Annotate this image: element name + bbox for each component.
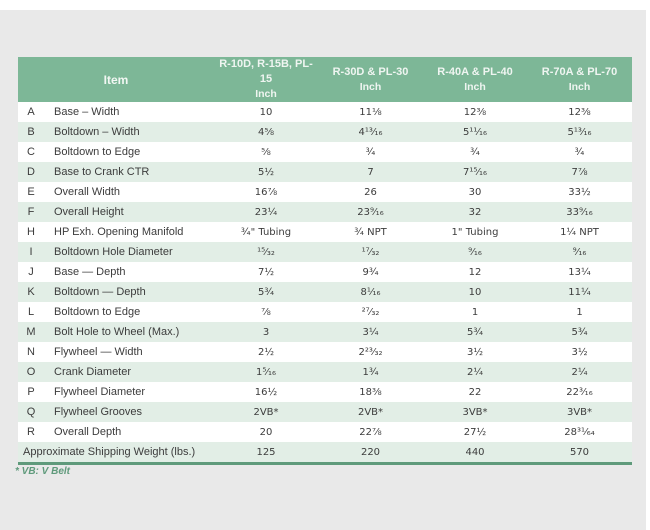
value-cell: ¾ [365,146,376,158]
table-row [18,302,632,322]
row-item-label: Base — Depth [54,266,126,278]
row-letter: B [27,126,35,138]
value-cell: 3VB* [566,406,593,418]
value-cell: 33½ [568,186,591,198]
value-cell: 30 [468,186,482,198]
value-cell: 12⅜ [568,106,591,118]
table-row [18,382,632,402]
column-header-models: R-10D, R-15B, PL-15 [219,58,313,85]
header-row [18,57,632,102]
value-cell: 1" Tubing [451,226,499,238]
value-cell: 2½ [257,346,275,358]
row-letter: P [27,386,35,398]
value-cell: ⅝ [261,146,271,158]
value-cell: 1 [576,306,583,318]
value-cell: 4⅝ [257,126,275,138]
column-header [527,57,632,102]
content-panel [0,10,646,530]
row-letter: E [27,186,35,198]
table-row [18,342,632,362]
row-item-label: Boltdown to Edge [54,306,141,318]
table-row [18,282,632,302]
value-cell: 13¼ [568,266,591,278]
row-item-label: HP Exh. Opening Manifold [54,226,184,238]
table-header [18,57,632,102]
column-header-models: R-70A & PL-70 [541,65,618,78]
row-item-label: Overall Width [54,186,121,198]
item-column-header: Item [18,57,214,102]
spec-table [18,57,632,465]
value-cell: 3¼ [362,326,379,338]
row-letter: N [27,346,35,358]
value-cell: 23⁹⁄₁₆ [357,206,384,218]
value-cell: 12⅜ [463,106,487,118]
value-cell: 9¾ [362,266,379,278]
row-item-label: Base – Width [54,106,120,118]
value-cell: 10 [259,106,273,118]
value-cell: ⁹⁄₁₆ [572,246,587,258]
row-item-label: Flywheel — Width [54,346,143,358]
row-letter: R [27,426,35,438]
row-letter: C [27,146,35,158]
value-cell: ²⁷⁄₃₂ [361,306,380,318]
value-cell: 20 [259,426,273,438]
column-header-models: R-40A & PL-40 [437,65,513,78]
row-letter: D [27,166,35,178]
value-cell: 33⁹⁄₁₆ [566,206,593,218]
value-cell: 3½ [571,346,588,358]
row-item-label: Boltdown – Width [54,126,140,138]
table-row [18,322,632,342]
row-letter: H [27,226,35,238]
table-row [18,262,632,282]
value-cell: 27½ [463,426,487,438]
value-cell: 2²³⁄₃₂ [358,346,383,358]
column-header [318,57,423,102]
table-row [18,102,632,122]
row-letter: M [26,326,36,338]
value-cell: 3½ [466,346,484,358]
column-header-unit: Inch [359,80,382,93]
value-cell: 7½ [257,266,275,278]
value-cell: 11¼ [568,286,591,298]
row-item-label: Overall Height [54,206,124,218]
row-letter: F [27,206,35,218]
column-header [214,57,318,102]
value-cell: 10 [468,286,482,298]
row-item-label: Flywheel Grooves [54,406,143,418]
summary-row [18,442,632,464]
row-item-label: Boltdown — Depth [54,286,146,298]
value-cell: 16⅞ [254,186,278,198]
column-header-models: R-30D & PL-30 [332,65,409,78]
value-cell: 5¾ [466,326,484,338]
value-cell: ¾" Tubing [240,226,292,238]
value-cell: 1 [471,306,479,318]
row-letter: A [27,106,35,118]
row-letter: K [27,286,35,298]
value-cell: 26 [364,186,377,198]
value-cell: 18⅜ [359,386,382,398]
table-row [18,402,632,422]
value-cell: 32 [468,206,482,218]
row-letter: I [29,246,33,258]
column-header [423,57,527,102]
value-cell: 22³⁄₁₆ [566,386,593,398]
value-cell: 5¹³⁄₁₆ [567,126,592,138]
value-cell: 28³¹⁄₆₄ [564,426,595,438]
table-row [18,242,632,262]
value-cell: 1¾ [362,366,379,378]
value-cell: 8¹⁄₁₆ [360,286,381,298]
value-cell: 5¾ [257,286,275,298]
value-cell: ¾ [470,146,480,158]
value-cell: 1⁵⁄₁₆ [255,366,277,378]
value-cell: 22⅞ [359,426,382,438]
table-row [18,202,632,222]
value-cell: 16½ [254,386,278,398]
value-cell: 3VB* [462,406,488,418]
value-cell: 570 [569,446,590,458]
table-row [18,142,632,162]
vbelt-footnote: * VB: V Belt [15,466,71,477]
value-cell: 2VB* [357,406,384,418]
value-cell: 2¼ [571,366,588,378]
row-letter: L [27,306,35,318]
column-header-unit: Inch [255,88,277,100]
value-cell: 2VB* [253,406,279,418]
value-cell: 11⅛ [359,106,382,118]
row-item-label: Boltdown to Edge [54,146,141,158]
value-cell: 7 [367,166,374,178]
value-cell: 12 [468,266,482,278]
value-cell: 5½ [257,166,275,178]
row-item-label: Base to Crank CTR [54,166,150,178]
value-cell: 440 [465,446,485,458]
value-cell: 1¼ NPT [560,226,599,238]
value-cell: ¾ [574,146,585,158]
value-cell: 220 [360,446,381,458]
row-letter: O [26,366,36,378]
column-header-unit: Inch [568,80,591,93]
value-cell: 4¹³⁄₁₆ [358,126,383,138]
value-cell: ¾ NPT [354,226,387,238]
summary-label: Approximate Shipping Weight (lbs.) [23,446,196,458]
value-cell: ⁹⁄₁₆ [468,246,482,258]
row-item-label: Boltdown Hole Diameter [54,246,173,258]
value-cell: ¹⁵⁄₃₂ [257,246,275,258]
value-cell: ⅞ [261,306,271,318]
value-cell: 5¾ [571,326,588,338]
value-cell: 5¹¹⁄₁₆ [462,126,488,138]
table-row [18,162,632,182]
value-cell: 23¼ [254,206,278,218]
value-cell: 2¼ [466,366,484,378]
table-row [18,122,632,142]
table-row [18,182,632,202]
row-item-label: Flywheel Diameter [54,386,146,398]
table-body [18,102,632,464]
value-cell: 3 [262,326,270,338]
value-cell: 22 [468,386,482,398]
row-item-label: Bolt Hole to Wheel (Max.) [54,326,180,338]
table-row [18,222,632,242]
value-cell: ¹⁷⁄₃₂ [361,246,380,258]
table-row [18,422,632,442]
row-item-label: Crank Diameter [54,366,132,378]
column-header-unit: Inch [464,80,486,93]
value-cell: 125 [256,446,276,458]
value-cell: 7⅞ [571,166,588,178]
row-letter: Q [26,406,36,418]
row-letter: J [28,266,34,278]
value-cell: 7¹⁵⁄₁₆ [462,166,488,178]
table-row [18,362,632,382]
row-item-label: Overall Depth [54,426,122,438]
